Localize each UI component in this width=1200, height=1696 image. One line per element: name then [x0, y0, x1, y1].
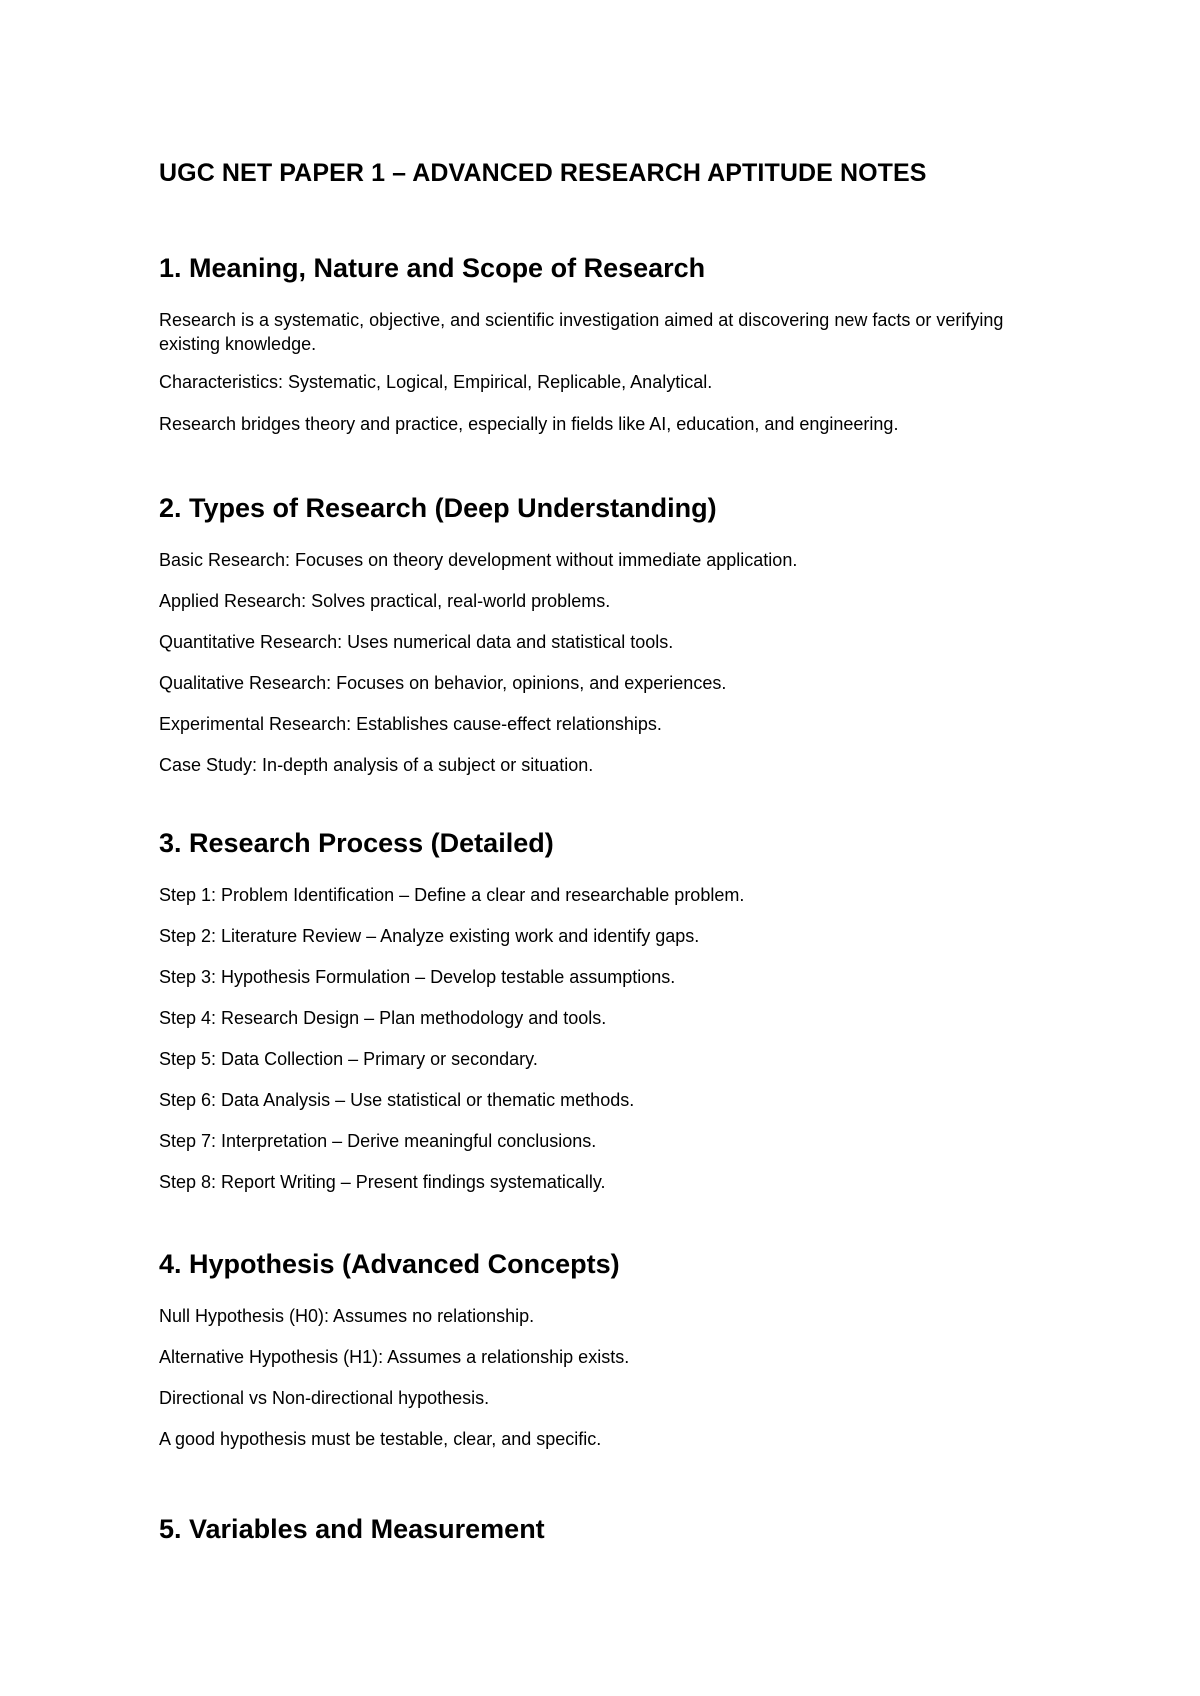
document-title: UGC NET PAPER 1 – ADVANCED RESEARCH APTITUDE NOTES: [159, 159, 927, 187]
list-item: Step 2: Literature Review – Analyze existing work and identify gaps.: [159, 926, 700, 946]
paragraph: Characteristics: Systematic, Logical, Empirical, Replicable, Analytical.: [159, 372, 713, 392]
list-item: Experimental Research: Establishes cause-effect relationships.: [159, 714, 662, 734]
list-item: Step 4: Research Design – Plan methodology and tools.: [159, 1008, 607, 1028]
list-item: Step 7: Interpretation – Derive meaningful conclusions.: [159, 1131, 597, 1151]
section-meaning-nature-scope: [159, 253, 1059, 436]
list-item: Step 6: Data Analysis – Use statistical or thematic methods.: [159, 1090, 635, 1110]
list-item: Alternative Hypothesis (H1): Assumes a relationship exists.: [159, 1347, 630, 1367]
item-list: [159, 548, 1059, 777]
section-variables-measurement: [159, 1514, 1059, 1545]
list-item: A good hypothesis must be testable, clear, and specific.: [159, 1429, 602, 1449]
list-item: Quantitative Research: Uses numerical data and statistical tools.: [159, 632, 674, 652]
paragraph: Research bridges theory and practice, especially in fields like AI, education, and engineering.: [159, 414, 899, 434]
section-types-of-research: [159, 493, 1059, 777]
item-list: [159, 1304, 1059, 1451]
section-heading: 3. Research Process (Detailed): [159, 828, 554, 858]
paragraph: Research is a systematic, objective, and scientific investigation aimed at discovering new facts or verifying existing knowledge.: [159, 310, 1004, 354]
list-item: Step 5: Data Collection – Primary or secondary.: [159, 1049, 538, 1069]
list-item: Directional vs Non-directional hypothesis.: [159, 1388, 490, 1408]
section-heading: 1. Meaning, Nature and Scope of Research: [159, 253, 706, 283]
section-heading: 5. Variables and Measurement: [159, 1514, 545, 1544]
list-item: Null Hypothesis (H0): Assumes no relationship.: [159, 1306, 535, 1326]
list-item: Qualitative Research: Focuses on behavior, opinions, and experiences.: [159, 673, 727, 693]
list-item: Step 1: Problem Identification – Define a clear and researchable problem.: [159, 885, 745, 905]
list-item: Basic Research: Focuses on theory development without immediate application.: [159, 550, 798, 570]
list-item: Case Study: In-depth analysis of a subject or situation.: [159, 755, 594, 775]
list-item: Step 8: Report Writing – Present findings systematically.: [159, 1172, 606, 1192]
section-hypothesis: [159, 1249, 1059, 1451]
item-list: [159, 883, 1059, 1194]
section-research-process: [159, 828, 1059, 1194]
list-item: Step 3: Hypothesis Formulation – Develop testable assumptions.: [159, 967, 676, 987]
section-heading: 2. Types of Research (Deep Understanding): [159, 493, 717, 523]
list-item: Applied Research: Solves practical, real-world problems.: [159, 591, 611, 611]
section-heading: 4. Hypothesis (Advanced Concepts): [159, 1249, 620, 1279]
